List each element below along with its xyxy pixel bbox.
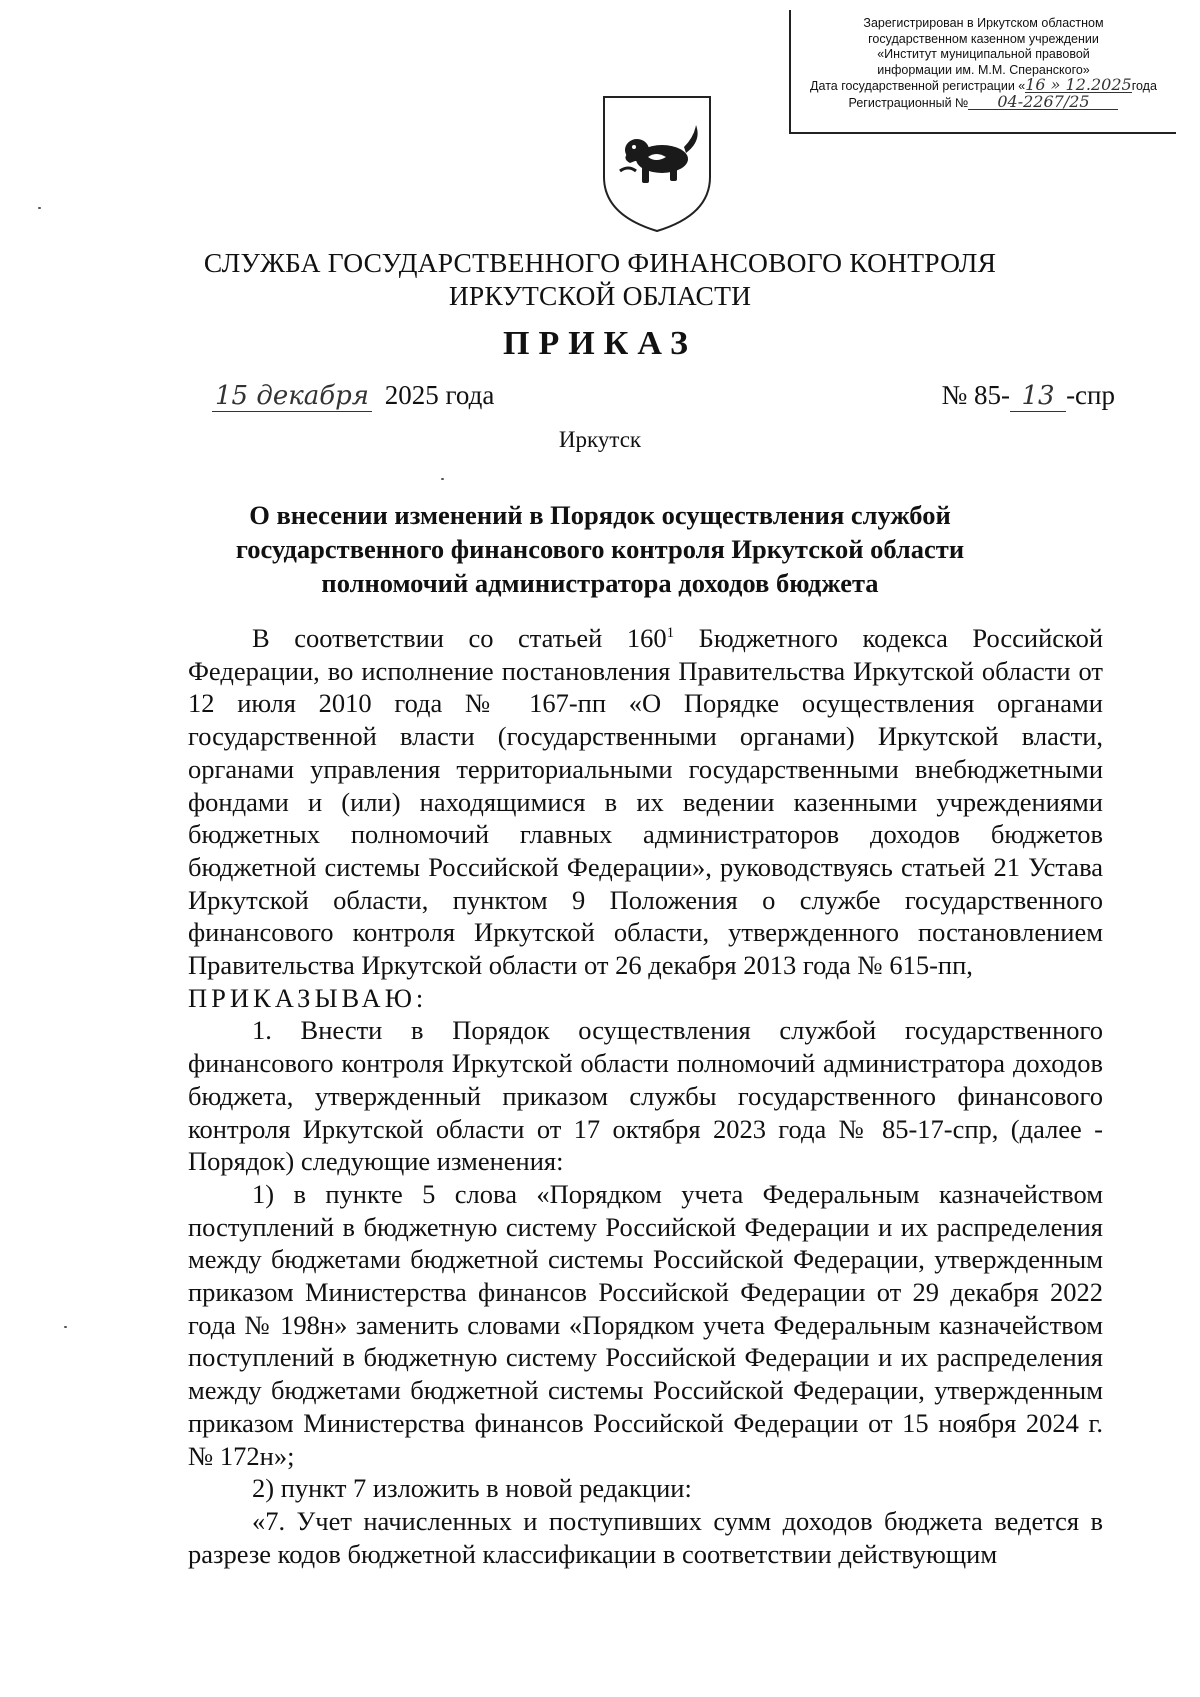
number-handwritten: 13 bbox=[1010, 381, 1066, 412]
stamp-date-handwritten: 16 » 12.2025 bbox=[1025, 75, 1132, 94]
order-subject bbox=[150, 498, 1050, 600]
document-type-title: ПРИКАЗ bbox=[503, 325, 697, 362]
irkutsk-coat-of-arms-icon bbox=[600, 93, 714, 235]
stamp-reg-handwritten: 04-2267/25 bbox=[968, 95, 1118, 110]
item-1-2: 2) пункт 7 изложить в новой редакции: bbox=[252, 1473, 692, 1504]
subject-line-3: полномочий администратора доходов бюджета bbox=[321, 568, 879, 598]
date-year: 2025 года bbox=[384, 380, 495, 410]
stamp-line-4: информации им. М.М. Сперанского» bbox=[877, 62, 1090, 77]
document-body bbox=[188, 622, 1103, 1570]
city: Иркутск bbox=[558, 427, 642, 452]
stamp-reg-row bbox=[791, 91, 1176, 112]
scan-speck bbox=[441, 478, 444, 480]
scan-speck bbox=[64, 1326, 67, 1328]
stamp-reg-label: Регистрационный № bbox=[848, 95, 969, 110]
registration-stamp bbox=[789, 10, 1176, 134]
scan-speck bbox=[38, 207, 41, 209]
item-1: 1. Внести в Порядок осуществления службой государственного финансового контроля Иркутской области полномочий администратора доходов бюджета, утвержденный приказом службы государственного финансового контроля Иркутской области от 17 октября 2023 года № 85-17-спр, (далее - Порядок) следующие изменения: bbox=[188, 1015, 1103, 1177]
organization-name bbox=[0, 246, 1200, 312]
preamble-paragraph bbox=[188, 622, 1103, 982]
item-7-text: «7. Учет начисленных и поступивших сумм доходов бюджета ведется в разрезе кодов бюджетной классификации в соответствии действующим bbox=[188, 1505, 1103, 1569]
stamp-date-row bbox=[791, 75, 1176, 95]
org-line-1: СЛУЖБА ГОСУДАРСТВЕННОГО ФИНАНСОВОГО КОНТРОЛЯ bbox=[203, 247, 997, 278]
org-line-2: ИРКУТСКОЙ ОБЛАСТИ bbox=[448, 280, 752, 311]
number-suffix: -спр bbox=[1066, 380, 1115, 410]
order-word: ПРИКАЗЫВАЮ: bbox=[188, 982, 428, 1013]
number-prefix: № 85- bbox=[941, 380, 1011, 410]
item-1-1: 1) в пункте 5 слова «Порядком учета Федеральным казначейством поступлений в бюджетную систему Российской Федерации и их распределения между бюджетами бюджетной системы Российской Федерации, утвержденным приказом Министерства финансов Российской Федерации от 29 декабря 2022 года № 198н» заменить словами «Порядком учета Федеральным казначейством поступлений в бюджетную систему Российской Федерации и их распределения между бюджетами бюджетной системы Российской Федерации, утвержденным приказом Министерства финансов Российской Федерации от 15 ноября 2024 г. № 172н»; bbox=[188, 1178, 1103, 1471]
stamp-date-label: Дата государственной регистрации « bbox=[810, 79, 1026, 93]
preamble-part-2: Бюджетного кодекса Российской Федерации, во исполнение постановления Правительства Иркутской области от 12 июля 2010 года № 167-пп «О Порядке осуществления органами государственной власти (государственными органами) Иркутской власти, органами управления территориальными государственными внебюджетными фондами и (или) находящимися в их ведении казенными учреждениями бюджетных полномочий главных администраторов доходов бюджетов бюджетной системы Российской Федерации», руководствуясь статьей 21 Устава Иркутской области, пунктом 9 Положения о службе государственного финансового контроля Иркутской области, утвержденного постановлением Правительства Иркутской области от 26 декабря 2013 года № 615-пп, bbox=[188, 623, 1104, 981]
order-date bbox=[212, 380, 494, 412]
article-superscript: 1 bbox=[666, 625, 675, 642]
stamp-line-2: государственном казенном учреждении bbox=[868, 31, 1099, 46]
date-handwritten: 15 декабря bbox=[212, 381, 372, 412]
stamp-date-suffix: года bbox=[1131, 79, 1157, 93]
stamp-line-3: «Институт муниципальной правовой bbox=[877, 47, 1090, 61]
subject-line-2: государственного финансового контроля Иркутской области bbox=[235, 534, 965, 564]
stamp-line-1: Зарегистрирован в Иркутском областном bbox=[863, 16, 1104, 30]
order-number bbox=[942, 380, 1115, 412]
preamble-part-1: В соответствии со статьей 160 bbox=[252, 623, 667, 653]
subject-line-1: О внесении изменений в Порядок осуществления службой bbox=[249, 500, 951, 530]
